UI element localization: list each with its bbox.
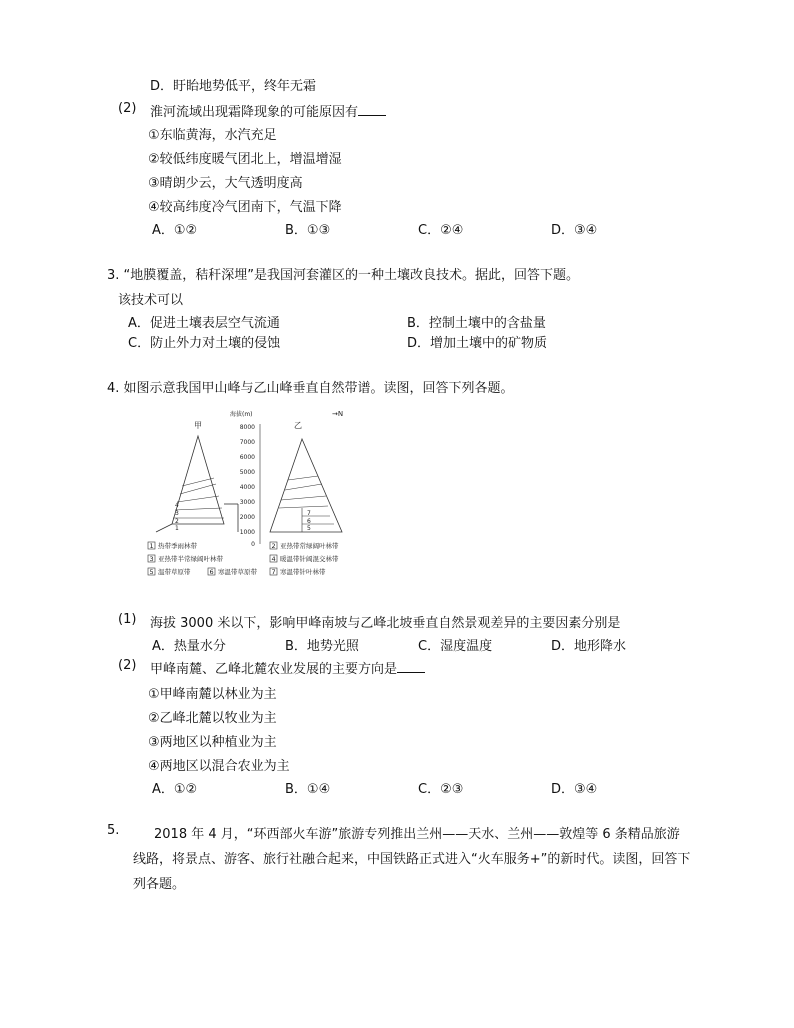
north-arrow-label: →N: [332, 410, 344, 418]
legend-number: 7: [271, 568, 276, 576]
peak-b-outline: [270, 439, 342, 532]
option-d: D．盱眙地势低平，终年无霜: [150, 79, 317, 94]
vertical-zone-figure: [142, 404, 372, 588]
statement-item: ④较高纬度冷气团南下，气温下降: [148, 200, 342, 215]
subquestion-stem: 甲峰南麓、乙峰北麓农业发展的主要方向是: [150, 658, 425, 677]
choice-d: D．增加土壤中的矿物质: [407, 336, 548, 351]
choice-c: C．防止外力对土壤的侵蚀: [128, 336, 281, 351]
tick-label: 1000: [239, 529, 255, 536]
yaxis-label: 海拔(m): [230, 411, 253, 418]
choice-c: C．②④: [418, 223, 464, 238]
peak-b-label: 乙: [294, 421, 302, 430]
zone-number: 5: [307, 525, 311, 532]
question-stem-line: 列各题。: [133, 877, 186, 892]
peak-a-outline: [172, 436, 224, 524]
tick-label: 5000: [239, 469, 255, 476]
choice-d: D．地形降水: [551, 639, 627, 654]
statement-item: ④两地区以混合农业为主: [148, 759, 290, 774]
legend-label: 寒温带针叶林带: [280, 568, 326, 576]
legend-label: 热带季雨林带: [158, 542, 197, 550]
choice-d: D．③④: [551, 782, 598, 797]
tick-label: 3000: [239, 499, 255, 506]
legend: [148, 541, 339, 576]
statement-item: ③晴朗少云，大气透明度高: [148, 176, 303, 191]
statement-item: ②较低纬度暖气团北上，增温增湿: [148, 152, 342, 167]
question-prompt: 该技术可以: [118, 293, 184, 308]
statement-item: ③两地区以种植业为主: [148, 735, 277, 750]
legend-label: 亚热带常绿阔叶林带: [280, 542, 339, 550]
choice-a: A．①②: [152, 223, 198, 238]
choice-a: A．①②: [152, 782, 198, 797]
legend-number: 1: [149, 542, 154, 550]
choice-c: C．②③: [418, 782, 464, 797]
statement-item: ②乙峰北麓以牧业为主: [148, 711, 277, 726]
legend-number: 2: [271, 542, 276, 550]
choice-b: B．①③: [285, 223, 331, 238]
tick-label: 0: [251, 541, 255, 548]
choice-b: B．地势光照: [285, 639, 359, 654]
legend-label: 寒温带草原带: [218, 568, 257, 576]
legend-number: 5: [149, 568, 154, 576]
choice-b: B．控制土壤中的含盐量: [407, 316, 546, 331]
statement-item: ①甲峰南麓以林业为主: [148, 687, 277, 702]
choice-a: A．促进土壤表层空气流通: [128, 316, 280, 331]
subquestion-stem: 淮河流域出现霜降现象的可能原因有: [150, 101, 386, 120]
question-number: 5.: [107, 823, 120, 838]
subquestion-number: (1): [118, 612, 137, 627]
subquestion-number: (2): [118, 101, 137, 116]
choice-a: A．热量水分: [152, 639, 226, 654]
zone-number: 6: [307, 518, 311, 525]
subquestion-stem: 海拔 3000 米以下，影响甲峰南坡与乙峰北坡垂直自然景观差异的主要因素分别是: [150, 616, 621, 631]
tick-label: 6000: [239, 454, 255, 461]
zone-number: 7: [307, 510, 311, 517]
tick-label: 7000: [239, 439, 255, 446]
tick-label: 2000: [239, 514, 255, 521]
zone-number: 3: [175, 510, 179, 517]
subquestion-number: (2): [118, 658, 137, 673]
zone-number: 2: [175, 518, 179, 525]
statement-item: ①东临黄海，水汽充足: [148, 128, 277, 143]
question-stem-line: 线路，将景点、游客、旅行社融合起来，中国铁路正式进入“火车服务+”的新时代。读图，回答下: [133, 852, 691, 867]
legend-label: 亚热带半常绿阔叶林带: [158, 555, 223, 563]
question-stem: 4. 如图示意我国甲山峰与乙山峰垂直自然带谱。读图，回答下列各题。: [107, 381, 514, 396]
legend-number: 4: [271, 555, 276, 563]
peak-a-label: 甲: [194, 421, 202, 430]
legend-number: 6: [209, 568, 214, 576]
choice-b: B．①④: [285, 782, 331, 797]
choice-d: D．③④: [551, 223, 598, 238]
zone-number: 4: [175, 502, 179, 509]
question-stem-line: 2018 年 4 月，“环西部火车游”旅游专列推出兰州——天水、兰州——敦煌等 6 条精品旅游: [154, 827, 680, 842]
choice-c: C．湿度温度: [418, 639, 493, 654]
legend-number: 3: [149, 555, 154, 563]
legend-label: 温带草原带: [158, 568, 191, 576]
zone-number: 1: [175, 525, 179, 532]
question-stem: 3. “地膜覆盖，秸秆深埋”是我国河套灌区的一种土壤改良技术。据此，回答下题。: [107, 268, 580, 283]
tick-label: 8000: [239, 424, 255, 431]
tick-label: 4000: [239, 484, 255, 491]
legend-label: 暖温带针阔混交林带: [280, 555, 339, 563]
